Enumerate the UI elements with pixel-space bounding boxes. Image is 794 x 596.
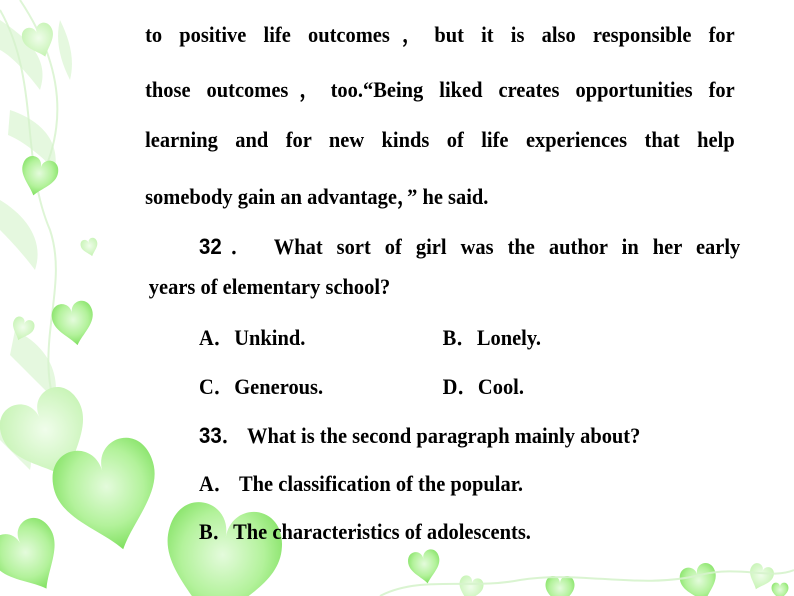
option-separator: ． <box>212 519 234 544</box>
option-text: The characteristics of adolescents. <box>233 519 531 544</box>
option-text: Lonely. <box>476 325 542 350</box>
option-separator: ． <box>213 374 235 399</box>
option-letter: D <box>442 374 458 399</box>
option-32-b <box>443 321 541 352</box>
passage-line: to positive life outcomes，but it is also responsible for <box>145 22 735 47</box>
question-separator: ． <box>221 423 243 448</box>
option-separator: ． <box>457 374 478 399</box>
option-text: The classification of the popular. <box>239 471 524 496</box>
option-letter: A <box>199 471 214 496</box>
option-32-a <box>199 321 305 352</box>
option-separator: ． <box>456 325 477 350</box>
option-32-c <box>199 370 323 401</box>
question-text: What sort of girl was the author in her early <box>273 234 741 259</box>
passage-line: those outcomes，too.“Being liked creates opportunities for <box>145 77 735 102</box>
option-separator: ． <box>213 471 235 496</box>
question-33-line1 <box>199 419 640 450</box>
option-letter: C <box>199 374 214 399</box>
option-letter: A <box>199 325 214 350</box>
option-33-b <box>199 515 531 546</box>
passage-line: learning and for new kinds of life experiences that help <box>145 127 735 152</box>
option-letter: B <box>199 519 213 544</box>
question-32-line1 <box>199 230 740 261</box>
option-text: Unkind. <box>234 325 306 350</box>
question-separator: ． <box>221 234 261 259</box>
option-text: Cool. <box>477 374 524 399</box>
option-text: Generous. <box>234 374 324 399</box>
option-separator: ． <box>213 325 235 350</box>
question-text: What is the second paragraph mainly about? <box>247 423 641 448</box>
option-33-a <box>199 467 523 498</box>
passage-line: somebody gain an advantage，” he said. <box>145 184 489 209</box>
option-32-d <box>443 370 524 401</box>
question-number: 32 <box>199 234 222 259</box>
question-32-line2: years of elementary school? <box>148 274 391 299</box>
option-letter: B <box>442 325 457 350</box>
question-number: 33 <box>199 423 222 448</box>
